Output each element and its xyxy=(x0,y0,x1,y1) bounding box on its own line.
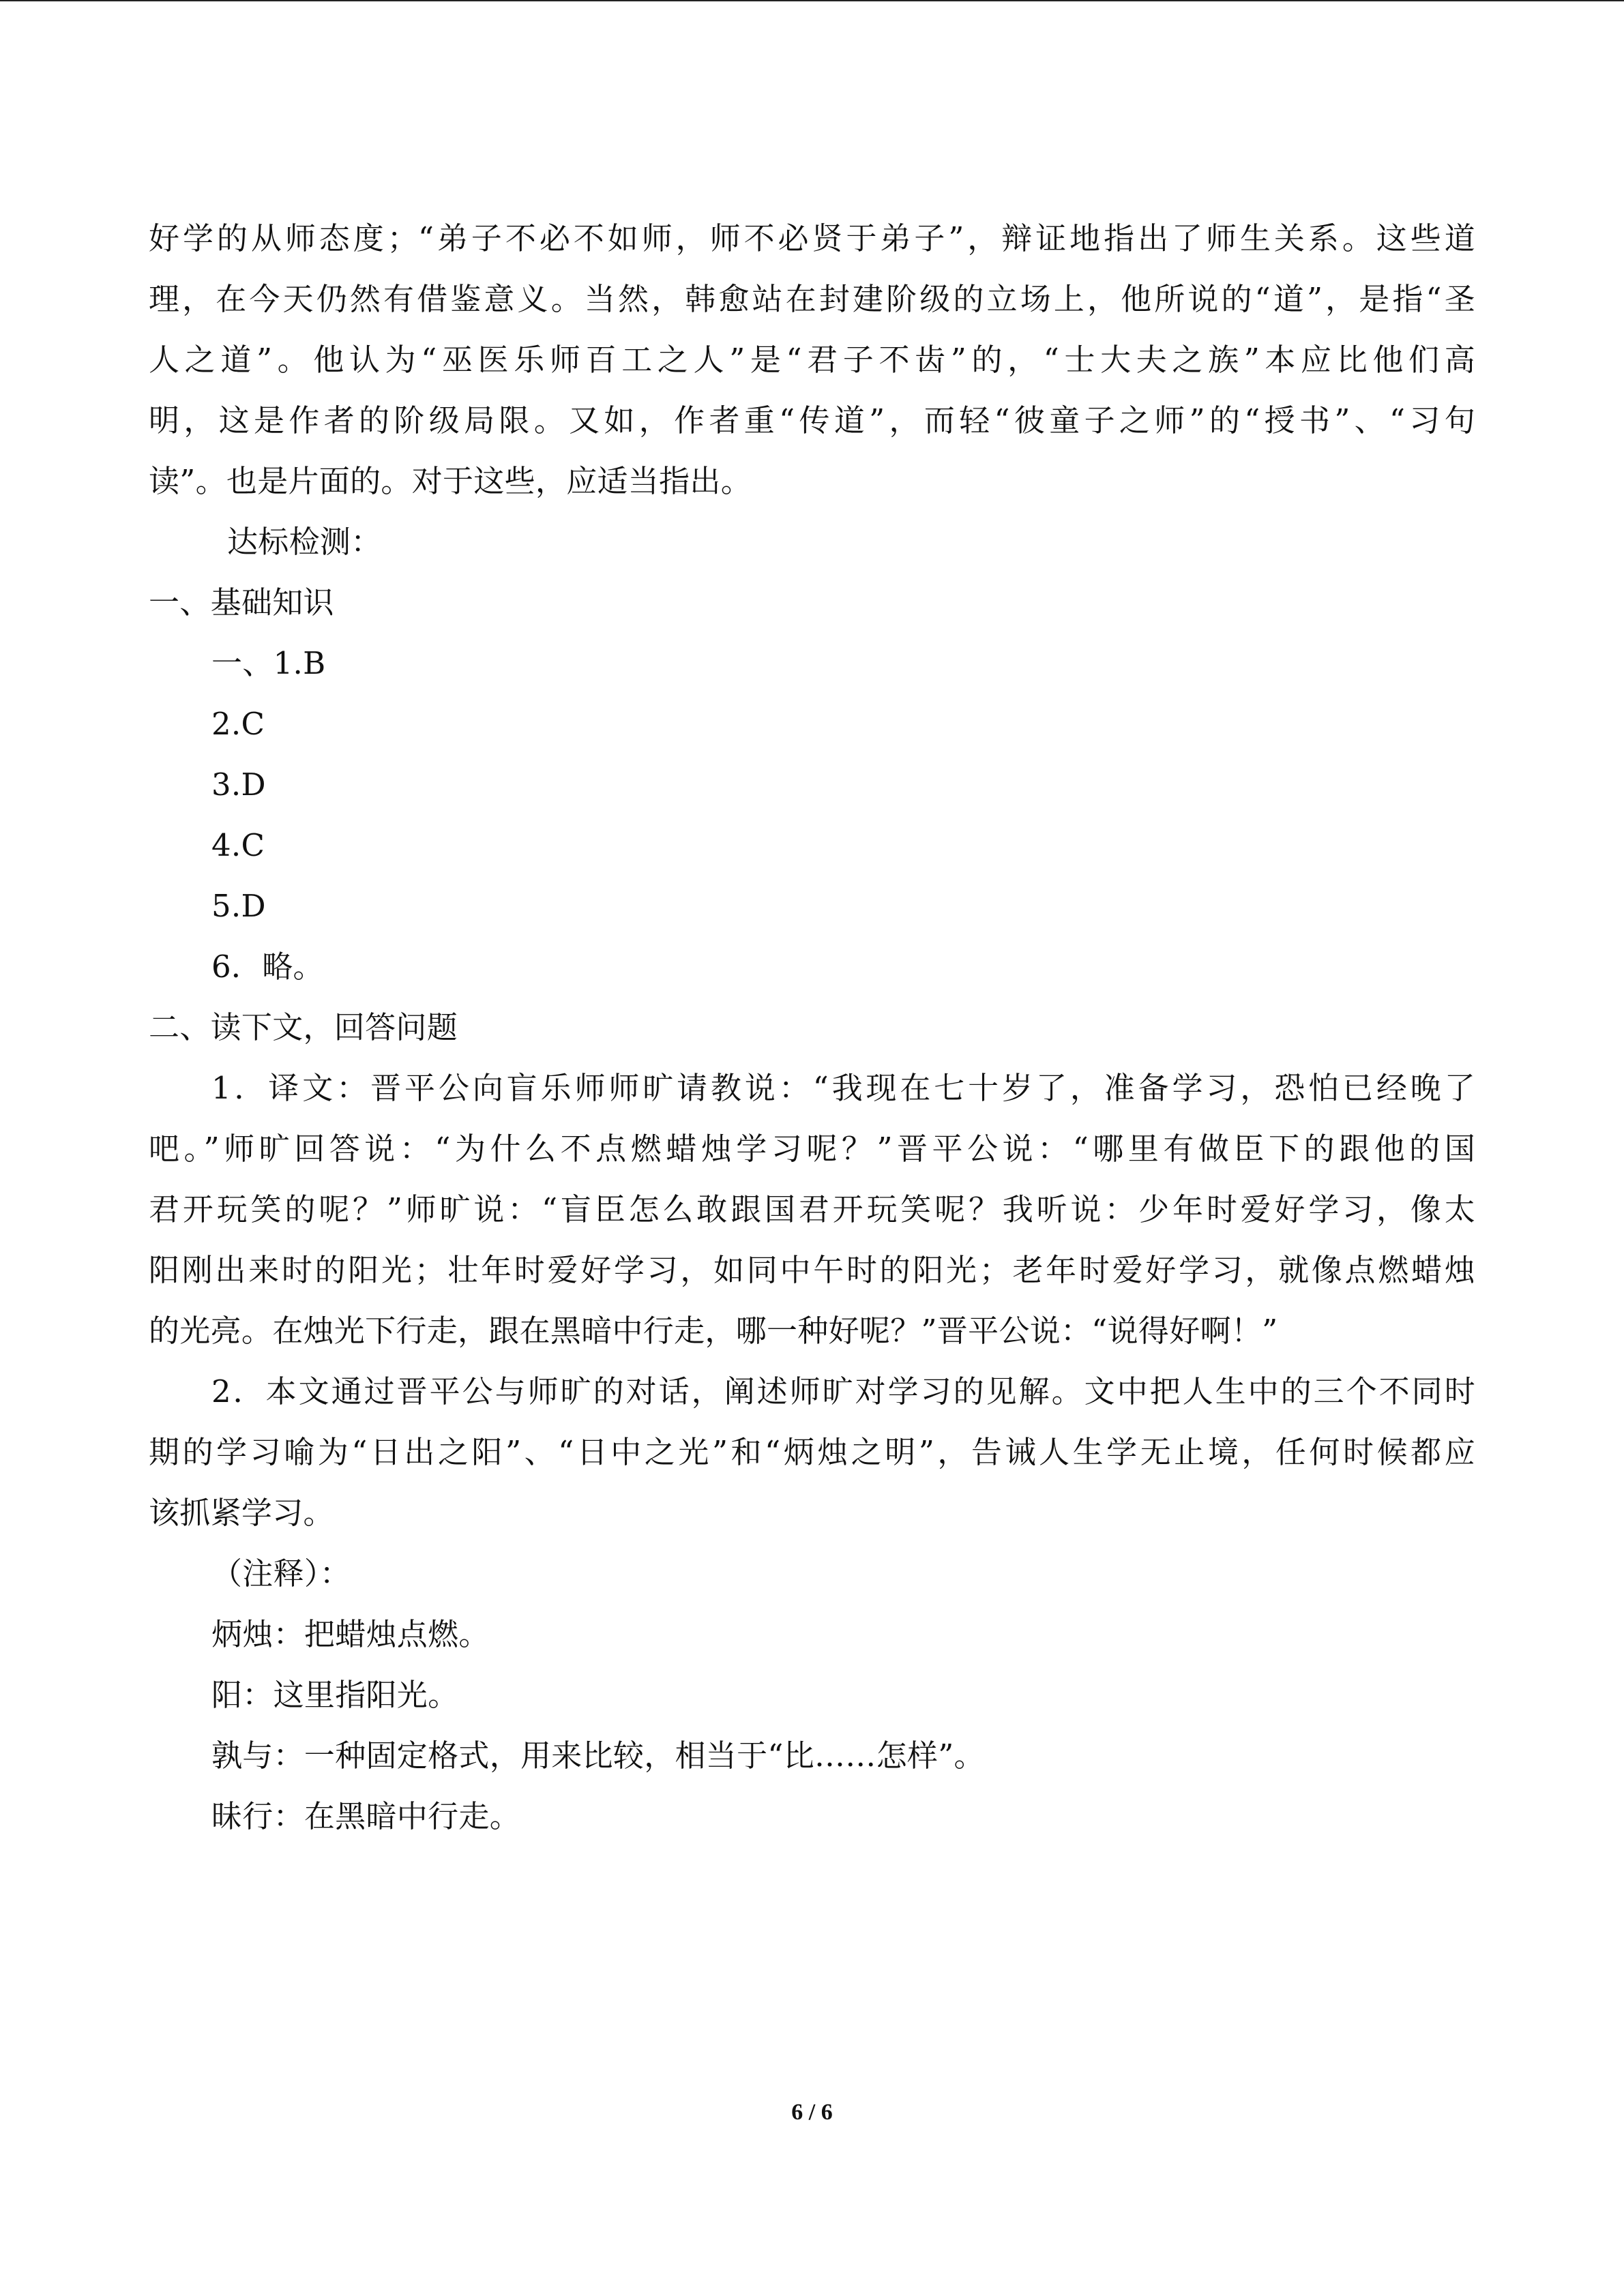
document-body xyxy=(149,208,1475,1847)
body-text-line: 读”。也是片面的。对于这些，应适当指出。 xyxy=(149,463,752,499)
notes-heading: （注释）： xyxy=(211,1555,351,1592)
body-text-line: 人之道”。他认为“巫医乐师百工之人”是“君子不齿”的，“士大夫之族”本应比他们高 xyxy=(149,342,1475,378)
body-text-line: 期的学习喻为“日出之阳”、“日中之光”和“炳烛之明”，告诫人生学无止境，任何时候都应 xyxy=(149,1434,1475,1470)
body-text-line: 君开玩笑的呢？”师旷说：“盲臣怎么敢跟国君开玩笑呢？我听说：少年时爱好学习，像太 xyxy=(149,1191,1475,1227)
answer-item: 6．略。 xyxy=(211,949,324,985)
note-item: 阳：这里指阳光。 xyxy=(211,1677,459,1713)
body-text-line: 2．本文通过晋平公与师旷的对话，阐述师旷对学习的见解。文中把人生中的三个不同时 xyxy=(211,1373,1475,1410)
answer-item: 2.C xyxy=(211,706,265,742)
note-item: 炳烛：把蜡烛点燃。 xyxy=(211,1616,490,1652)
answer-item: 一、1.B xyxy=(211,645,326,681)
test-heading: 达标检测： xyxy=(227,524,382,560)
note-item: 孰与：一种固定格式，用来比较，相当于“比……怎样”。 xyxy=(211,1738,985,1774)
body-text-line: 阳刚出来时的阳光；壮年时爱好学习，如同中午时的阳光；老年时爱好学习，就像点燃蜡烛 xyxy=(149,1252,1475,1288)
section-heading-basic-knowledge: 一、基础知识 xyxy=(149,584,334,621)
section-heading-reading: 二、读下文，回答问题 xyxy=(149,1009,458,1045)
answer-item: 5.D xyxy=(211,888,266,924)
body-text-line: 明，这是作者的阶级局限。又如，作者重“传道”，而轻“彼童子之师”的“授书”、“习句 xyxy=(149,402,1475,438)
body-text-line: 该抓紧学习。 xyxy=(149,1495,334,1531)
note-item: 昧行：在黑暗中行走。 xyxy=(211,1798,521,1834)
top-border-rule xyxy=(0,0,1624,1)
answer-item: 4.C xyxy=(211,827,265,863)
body-text-line: 1．译文：晋平公向盲乐师师旷请教说：“我现在七十岁了，准备学习，恐怕已经晚了 xyxy=(211,1070,1475,1106)
body-text-line: 理，在今天仍然有借鉴意义。当然，韩愈站在封建阶级的立场上，他所说的“道”，是指“圣 xyxy=(149,281,1475,317)
question-2-analysis xyxy=(149,1361,1475,1543)
body-text-line: 的光亮。在烛光下行走，跟在黑暗中行走，哪一种好呢？”晋平公说：“说得好啊！” xyxy=(149,1313,1278,1349)
answer-item: 3.D xyxy=(211,766,266,803)
body-text-line: 好学的从师态度；“弟子不必不如师，师不必贤于弟子”，辩证地指出了师生关系。这些道 xyxy=(149,220,1475,256)
question-1-translation xyxy=(149,1058,1475,1361)
page-number: 6 / 6 xyxy=(791,2100,833,2125)
body-text-line: 吧。”师旷回答说：“为什么不点燃蜡烛学习呢？”晋平公说：“哪里有做臣下的跟他的国 xyxy=(149,1131,1475,1167)
